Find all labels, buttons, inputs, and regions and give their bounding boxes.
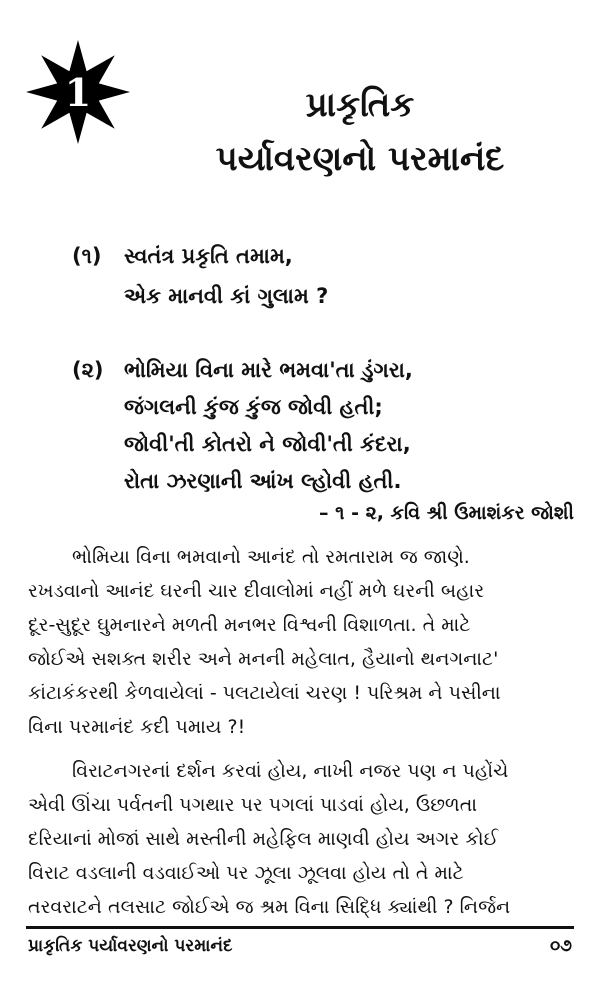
chapter-title xyxy=(130,78,590,186)
poem-line: સ્વતંત્ર પ્રકૃતિ તમામ, xyxy=(124,244,293,268)
chapter-title-line-2: પર્યાવરણનો પરમાનંદ xyxy=(215,139,505,179)
paragraph-line: ભોમિયા વિના ભમવાનો આનંદ તો રમતારામ જ જાણે. xyxy=(72,546,470,568)
poem-line: જોવી'તી કોતરો ને જોવી'તી કંદરા, xyxy=(124,432,411,456)
paragraph-line: વિરાટ વડલાની વડવાઈઓ પર ઝૂલા ઝૂલવા હોય તો તે માટે xyxy=(28,862,464,884)
paragraph-line: વિના પરમાનંદ કદી પમાય ?! xyxy=(28,716,246,738)
paragraph-line: એવી ઊંચા પર્વતની પગથાર પર પગલાં પાડવાં હોય, ઉછળતા xyxy=(28,794,478,816)
poem-2-number: (૨) xyxy=(72,358,104,382)
paragraph-line: તરવરાટને તલસાટ જોઈએ જ શ્રમ વિના સિદ્ધિ ક્યાંથી ? નિર્જન xyxy=(28,896,511,918)
poem-attribution: – ૧ - ૨, કવિ શ્રી ઉમાશંકર જોશી xyxy=(319,502,574,524)
paragraph-line: દૂર-સુદૂર ઘુમનારને મળતી મનભર વિશ્વની વિશાળતા. તે માટે xyxy=(28,614,471,636)
poem-line: એક માનવી કાં ગુલામ ? xyxy=(124,284,329,308)
poem-line: રોતા ઝરણાની આંખ લ્હોવી હતી. xyxy=(124,469,402,493)
footer-title: પ્રાકૃતિક પર્યાવરણનો પરમાનંદ xyxy=(28,936,233,956)
page-number: ૦૭ xyxy=(549,936,572,956)
paragraph-line: રખડવાનો આનંદ ઘરની ચાર દીવાલોમાં નહીં મળે ઘરની બહાર xyxy=(28,580,485,602)
paragraph-line: કાંટાકંકરથી કેળવાયેલાં - પલટાયેલાં ચરણ ! પરિશ્રમ ને પસીના xyxy=(28,682,501,704)
poem-1-number: (૧) xyxy=(72,244,102,268)
chapter-star-badge xyxy=(26,40,130,144)
poem-line: ભોમિયા વિના મારે ભમવા'તા ડુંગરા, xyxy=(124,358,413,382)
chapter-title-line-1: પ્રાકૃતિક xyxy=(305,85,415,125)
paragraph-line: જોઈએ સશક્ત શરીર અને મનની મહેલાત, હૈયાનો થનગનાટ' xyxy=(28,648,499,670)
poem-line: જંગલની કુંજ કુંજ જોવી હતી; xyxy=(124,395,383,419)
chapter-number: 1 xyxy=(64,70,92,115)
footer-rule xyxy=(26,926,574,929)
paragraph-line: દરિયાનાં મોજાં સાથે મસ્તીની મહેફિલ માણવી હોય અગર કોઈ xyxy=(28,828,499,850)
paragraph-line: વિરાટનગરનાં દર્શન કરવાં હોય, નાખી નજર પણ ન પહોંચે xyxy=(72,760,509,782)
